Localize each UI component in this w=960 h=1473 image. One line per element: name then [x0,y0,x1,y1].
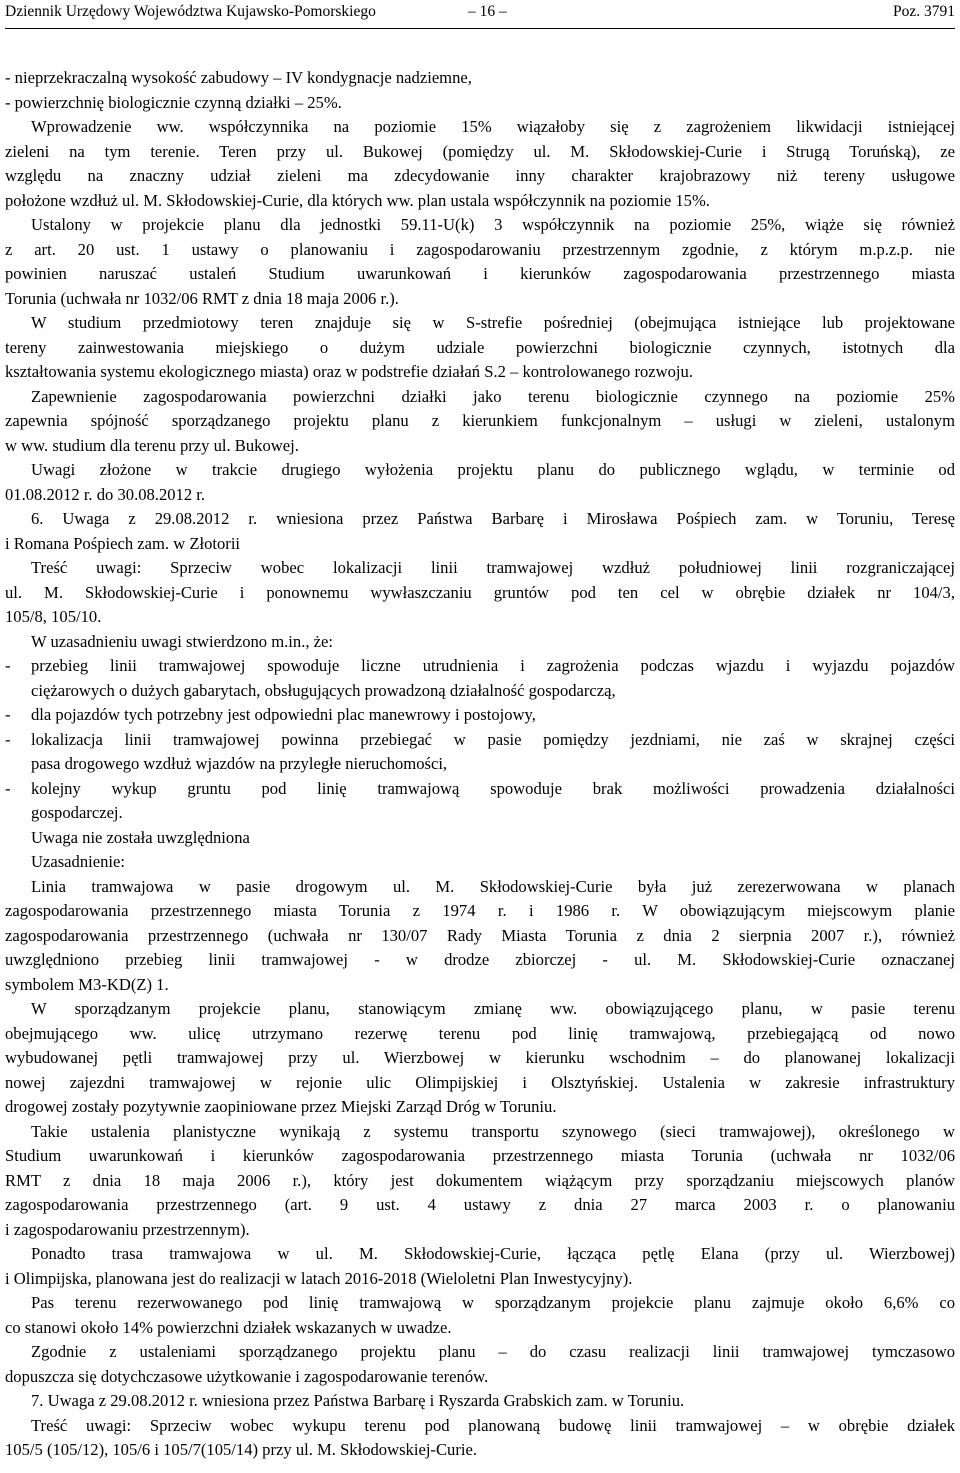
bullet-text: przebieg linii tramwajowej spowoduje liczne utrudnienia i zagrożenia podczas wjazdu i wyjazdu pojazdów [31,656,955,675]
text-line: dopuszcza się dotychczasowe użytkowanie i zagospodarowanie terenów. [5,1366,489,1386]
text-line: powinien naruszać ustaleń Studium uwarunkowań i kierunków zagospodarowania przestrzennego miasta [5,264,955,283]
text-line: Zapewnienie zagospodarowania powierzchni działki jako terenu biologicznie czynnego na poziomie 25% [31,386,955,406]
text-line: - powierzchnię biologicznie czynną działki – 25%. [5,92,342,112]
text-line: położone wzdłuż ul. M. Skłodowskiej-Curie, dla których ww. plan ustala współczynnik na poziomie 15%. [5,190,710,210]
text-line: zagospodarowania przestrzennego (art. 9 ust. 4 ustawy z dnia 27 marca 2003 r. o planowaniu [5,1195,955,1214]
text-line: W sporządzanym projekcie planu, stanowiącym zmianę ww. obowiązującego planu, w pasie terenu [31,999,955,1018]
text-line: względu na znaczny udział zieleni ma zdecydowanie inny charakter krajobrazowy niż tereny usługowe [5,166,955,185]
text-line: W studium przedmiotowy teren znajduje się w S-strefie pośredniej (obejmująca istniejące lub projektowane [31,313,955,332]
bullet-text: dla pojazdów tych potrzebny jest odpowiedni plac manewrowy i postojowy, [31,705,536,724]
text-line: ciężarowych o dużych gabarytach, obsługujących prowadzoną działalność gospodarczą, [31,680,616,700]
text-line: w ww. studium dla terenu przy ul. Bukowej. [5,435,299,455]
bullet-item [5,728,955,753]
bullet-dash: - [5,656,11,675]
text-line: co stanowi około 14% powierzchni działek wskazanych w uwadze. [5,1317,452,1337]
text-line: Uzasadnienie: [31,852,125,871]
bullet-text: kolejny wykup gruntu pod linię tramwajową spowoduje brak możliwości prowadzenia działalności [31,778,955,798]
text-line: 01.08.2012 r. do 30.08.2012 r. [5,484,206,504]
text-line: Uwagi złożone w trakcie drugiego wyłożenia projektu planu do publicznego wglądu, w terminie od [31,460,955,479]
text-line: kształtowania systemu ekologicznego miasta) oraz w podstrefie działań S.2 – kontrolowanego rozwoju. [5,362,693,381]
text-line: symbolem M3-KD(Z) 1. [5,974,169,994]
text-line: Linia tramwajowa w pasie drogowym ul. M. Skłodowskiej-Curie była już zerezerwowana w planach [31,876,955,896]
bullet-item [5,777,955,802]
text-line: Ponadto trasa tramwajowa w ul. M. Skłodowskiej-Curie, łącząca pętlę Elana (przy ul. Wierzbowej) [31,1244,955,1263]
text-line: Wprowadzenie ww. współczynnika na poziomie 15% wiązałoby się z zagrożeniem likwidacji istniejącej [31,117,955,136]
document-body [5,66,955,1463]
text-line: i zagospodarowaniu przestrzennym). [5,1219,250,1239]
text-line: Ustalony w projekcie planu dla jednostki 59.11-U(k) 3 współczynnik na poziomie 25%, wiąże się również [31,215,955,234]
text-line: pasa drogowego wzdłuż wjazdów na przyległe nieruchomości, [31,754,448,773]
position-number: Poz. 3791 [893,3,955,20]
text-line: uwzględniono przebieg linii tramwajowej - w drodze zbiorczej - ul. M. Skłodowskiej-Curie oznaczanej [5,950,955,969]
text-line: i Olimpijska, planowana jest do realizacji w latach 2016-2018 (Wieloletni Plan Inwestycyjny). [5,1268,633,1288]
text-line: Zgodnie z ustaleniami sporządzanego projektu planu – do czasu realizacji linii tramwajowej tymczasowo [31,1342,955,1361]
text-line: Uwaga nie została uwzględniona [31,827,250,847]
text-line: obejmującego ww. ulicę utrzymano rezerwę terenu pod linię tramwajową, przebiegającą od nowo [5,1023,955,1043]
text-line: zapewnia spójność sporządzanego projektu planu z kierunkiem funkcjonalnym – usługi w zieleni, ustalonym [5,411,955,430]
text-line: nowej zajezdni tramwajowej w rejonie ulic Olimpijskiej i Olsztyńskiej. Ustalenia w zakresie infrastruktury [5,1072,955,1092]
text-line: Treść uwagi: Sprzeciw wobec lokalizacji linii tramwajowej wzdłuż południowej linii rozgraniczającej [31,558,955,577]
bullet-dash: - [5,705,11,724]
text-line: 105/5 (105/12), 105/6 i 105/7(105/14) przy ul. M. Skłodowskiej-Curie. [5,1440,477,1459]
bullet-item [5,654,955,679]
text-line: Pas terenu rezerwowanego pod linię tramwajową w sporządzanym projekcie planu zajmuje około 6,6% co [31,1293,955,1312]
text-line: - nieprzekraczalną wysokość zabudowy – IV kondygnacje nadziemne, [5,68,472,87]
text-line: Torunia (uchwała nr 1032/06 RMT z dnia 18 maja 2006 r.). [5,288,399,308]
text-line: drogowej zostały pozytywnie zaopiniowane przez Miejski Zarząd Dróg w Toruniu. [5,1097,557,1116]
text-line: zieleni na tym terenie. Teren przy ul. Bukowej (pomiędzy ul. M. Skłodowskiej-Curie i Strugą Toruńską), ze [5,141,955,161]
bullet-item [5,703,955,728]
page-number: – 16 – [468,3,507,20]
header-rule [5,28,955,29]
text-line: Takie ustalenia planistyczne wynikają z systemu transportu szynowego (sieci tramwajowej), określonego w [31,1121,955,1141]
journal-title: Dziennik Urzędowy Województwa Kujawsko-Pomorskiego [5,3,376,20]
text-line: ul. M. Skłodowskiej-Curie i ponownemu wywłaszczaniu gruntów pod ten cel w obrębie działek nr 104/3, [5,582,955,602]
text-line: zagospodarowania przestrzennego miasta Torunia z 1974 r. i 1986 r. W obowiązującym miejscowym planie [5,901,955,920]
bullet-dash: - [5,729,11,749]
text-line: wybudowanej pętli tramwajowej przy ul. Wierzbowej w kierunku wschodnim – do planowanej lokalizacji [5,1048,955,1067]
text-line: Treść uwagi: Sprzeciw wobec wykupu terenu pod planowaną budowę linii tramwajowej – w obrębie działek [31,1415,955,1435]
text-line: tereny zainwestowania miejskiego o dużym udziale powierzchni biologicznie czynnych, istotnych dla [5,337,955,357]
text-line: 6. Uwaga z 29.08.2012 r. wniesiona przez Państwa Barbarę i Mirosława Pośpiech zam. w Toruniu, Teresę [31,509,955,528]
bullet-text: lokalizacja linii tramwajowej powinna przebiegać w pasie pomiędzy jezdniami, nie zaś w skrajnej części [31,729,955,749]
text-line: 7. Uwaga z 29.08.2012 r. wniesiona przez Państwa Barbarę i Ryszarda Grabskich zam. w Toruniu. [31,1391,685,1410]
text-line: W uzasadnieniu uwagi stwierdzono m.in., że: [31,631,333,651]
text-line: RMT z dnia 18 maja 2006 r.), który jest dokumentem wiążącym przy sporządzaniu miejscowych planów [5,1170,955,1190]
bullet-dash: - [5,778,11,798]
text-line: zagospodarowania przestrzennego (uchwała nr 130/07 Rady Miasta Torunia z dnia 2 sierpnia 2007 r.), również [5,925,955,945]
text-line: i Romana Pośpiech zam. w Złotorii [5,533,241,553]
text-line: gospodarczej. [31,803,123,822]
text-line: z art. 20 ust. 1 ustawy o planowaniu i zagospodarowaniu przestrzennym zgodnie, z którym m.p.z.p. nie [5,239,955,259]
text-line: Studium uwarunkowań i kierunków zagospodarowania przestrzennego miasta Torunia (uchwała nr 1032/06 [5,1146,955,1165]
text-line: 105/8, 105/10. [5,607,102,626]
